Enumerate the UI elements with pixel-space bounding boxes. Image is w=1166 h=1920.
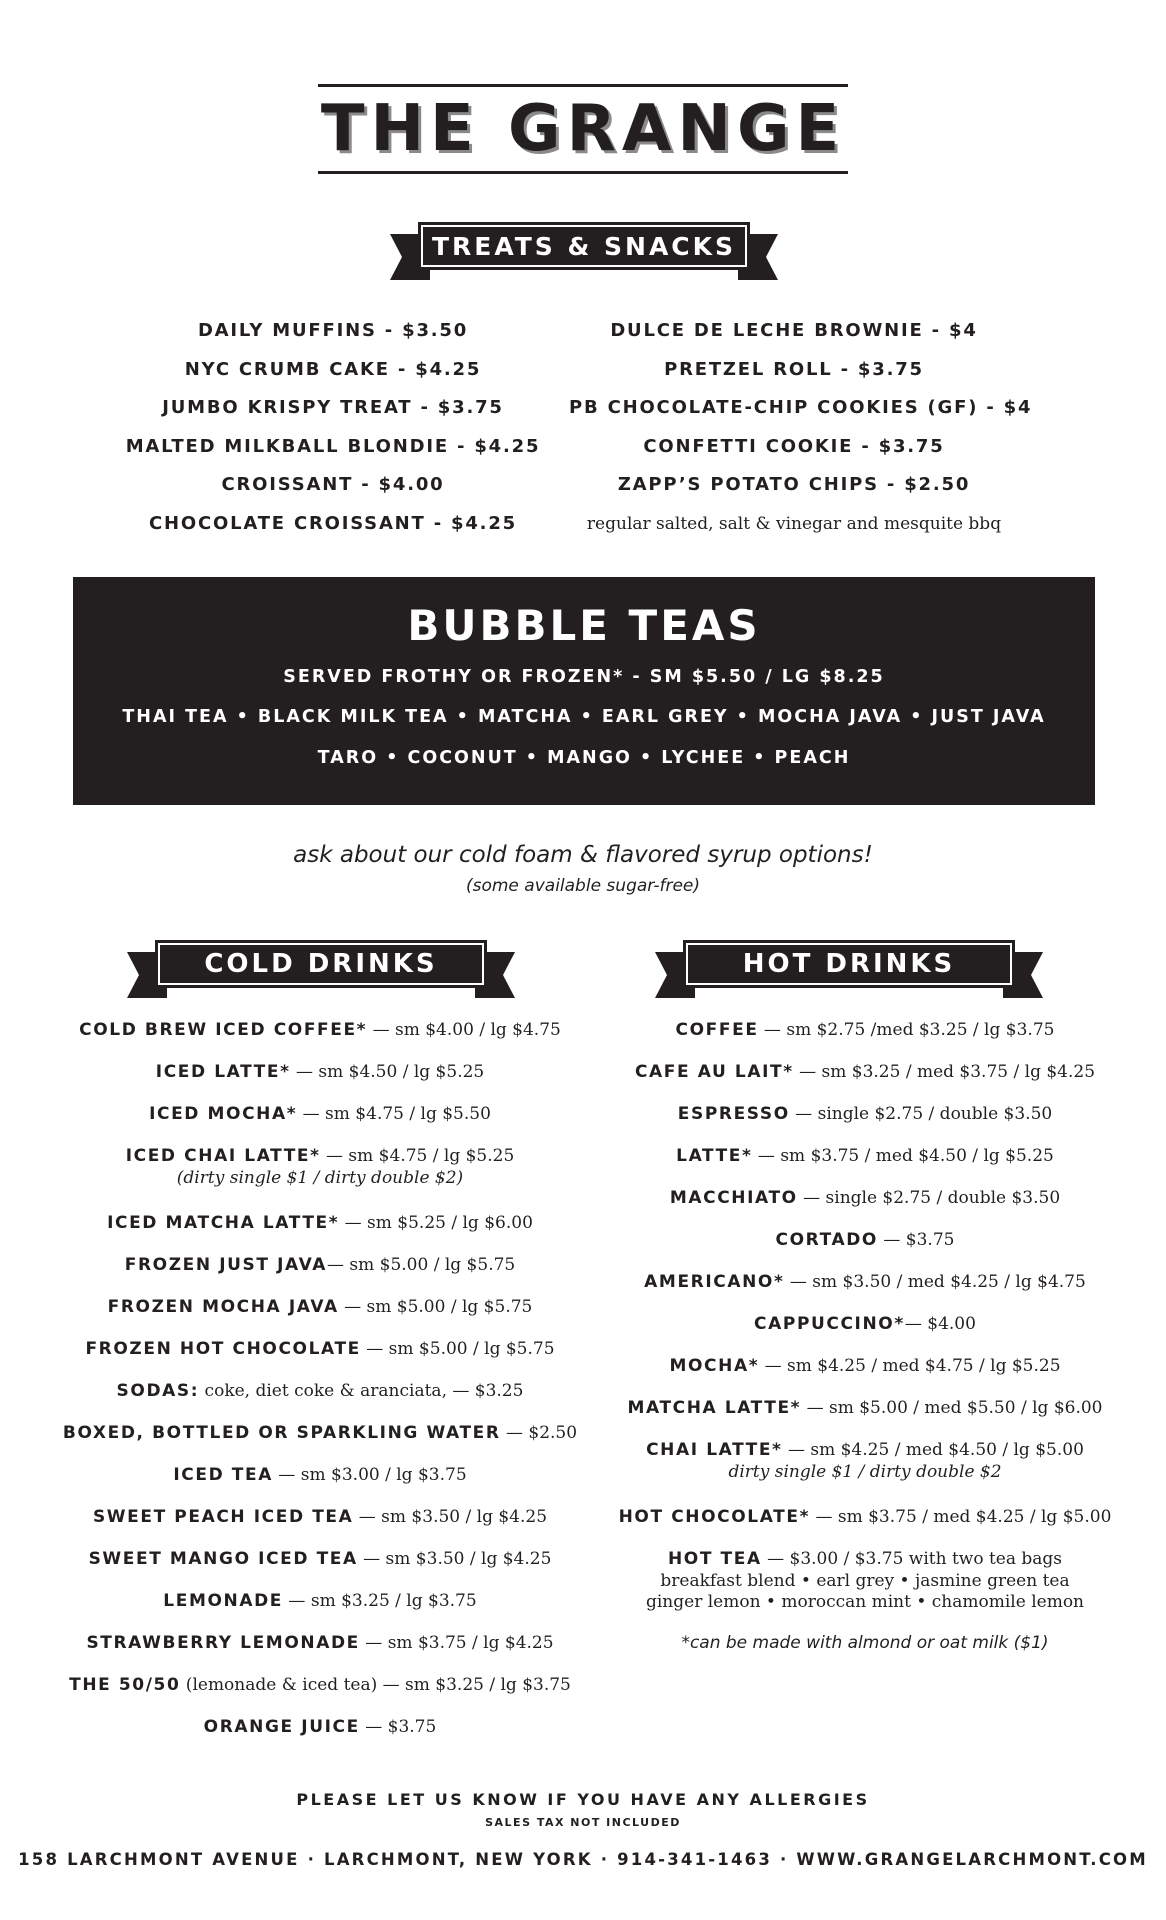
drink-price: — single $2.75 / double $3.50 bbox=[797, 1188, 1061, 1208]
drink-price: — sm $4.00 / lg $4.75 bbox=[367, 1020, 561, 1040]
drink-price: — $3.75 bbox=[877, 1230, 955, 1250]
list-item bbox=[585, 1312, 1145, 1354]
list-item bbox=[585, 1018, 1145, 1060]
drink-price: — sm $3.50 / lg $4.25 bbox=[353, 1507, 548, 1527]
drink-name: CHAI LATTE* bbox=[646, 1440, 783, 1460]
drink-name: LEMONADE bbox=[163, 1591, 284, 1611]
drink-name: CAFE AU LAIT* bbox=[634, 1062, 794, 1082]
treats-right-list bbox=[569, 312, 1033, 543]
cold-foam-note: ask about our cold foam & flavored syrup options! bbox=[293, 842, 873, 868]
drink-price: — sm $3.75 / lg $4.25 bbox=[359, 1633, 554, 1653]
list-item bbox=[585, 1102, 1145, 1144]
restaurant-title: THE GRANGE bbox=[320, 92, 846, 166]
allergies-notice: PLEASE LET US KNOW IF YOU HAVE ANY ALLERGIES bbox=[296, 1790, 870, 1809]
list-item bbox=[40, 1102, 600, 1144]
treats-banner bbox=[390, 222, 778, 280]
drink-name: STRAWBERRY LEMONADE bbox=[86, 1633, 360, 1653]
drink-name: SODAS: bbox=[116, 1381, 200, 1401]
drink-price: — single $2.75 / double $3.50 bbox=[789, 1104, 1053, 1124]
milk-alternative-note: *can be made with almond or oat milk ($1) bbox=[681, 1633, 1049, 1653]
list-item bbox=[40, 1211, 600, 1253]
list-item bbox=[40, 1505, 600, 1547]
list-item bbox=[585, 1396, 1145, 1438]
snack-item: CONFETTI COOKIE - $3.75 bbox=[643, 435, 945, 457]
drink-name: MACCHIATO bbox=[669, 1188, 798, 1208]
drink-name: FROZEN JUST JAVA bbox=[124, 1255, 327, 1275]
list-item bbox=[585, 1354, 1145, 1396]
drink-price: — sm $3.75 / med $4.50 / lg $5.25 bbox=[752, 1146, 1054, 1166]
drink-name: SWEET PEACH ICED TEA bbox=[92, 1507, 354, 1527]
drink-name: ICED MATCHA LATTE* bbox=[107, 1213, 340, 1233]
bubble-teas-flavors: TARO • COCONUT • MANGO • LYCHEE • PEACH bbox=[317, 748, 851, 768]
drink-price: (lemonade & iced tea) — sm $3.25 / lg $3.75 bbox=[180, 1675, 571, 1695]
drink-price: — sm $3.25 / med $3.75 / lg $4.25 bbox=[793, 1062, 1096, 1082]
drink-name: COFFEE bbox=[675, 1020, 759, 1040]
drink-price: — sm $4.75 / lg $5.25 bbox=[320, 1146, 515, 1166]
list-item bbox=[40, 1060, 600, 1102]
drink-name: THE 50/50 bbox=[69, 1675, 181, 1695]
sales-tax-notice: SALES TAX NOT INCLUDED bbox=[485, 1816, 681, 1829]
list-item bbox=[40, 1018, 600, 1060]
address-contact-line: 158 LARCHMONT AVENUE · LARCHMONT, NEW YORK · 914-341-1463 · WWW.GRANGELARCHMONT.COM bbox=[18, 1850, 1148, 1869]
drink-price: — sm $2.75 /med $3.25 / lg $3.75 bbox=[758, 1020, 1055, 1040]
drink-price: — sm $4.75 / lg $5.50 bbox=[297, 1104, 491, 1124]
treats-left-list bbox=[113, 312, 553, 543]
drink-price: — sm $5.00 / lg $5.75 bbox=[360, 1339, 555, 1359]
drink-name: ICED CHAI LATTE* bbox=[125, 1146, 321, 1166]
drink-name: SWEET MANGO ICED TEA bbox=[88, 1549, 358, 1569]
drink-price: — sm $5.00 / lg $5.75 bbox=[338, 1297, 533, 1317]
drink-price: — sm $4.50 / lg $5.25 bbox=[290, 1062, 485, 1082]
snack-item: CROISSANT - $4.00 bbox=[221, 474, 445, 495]
snack-item: MALTED MILKBALL BLONDIE - $4.25 bbox=[125, 435, 541, 457]
drink-subnote: (dirty single $1 / dirty double $2) bbox=[176, 1168, 464, 1188]
drink-name: AMERICANO* bbox=[644, 1272, 785, 1292]
snack-item: ZAPP’S POTATO CHIPS - $2.50 bbox=[617, 474, 971, 495]
drink-price: — sm $3.75 / med $4.25 / lg $5.00 bbox=[810, 1507, 1112, 1527]
drink-price: — sm $5.00 / lg $5.75 bbox=[326, 1255, 516, 1275]
list-item bbox=[585, 1505, 1145, 1547]
drink-name: FROZEN HOT CHOCOLATE bbox=[85, 1339, 361, 1359]
chips-flavors-note: regular salted, salt & vinegar and mesquite bbq bbox=[586, 513, 1002, 534]
snack-item: CHOCOLATE CROISSANT - $4.25 bbox=[149, 512, 517, 534]
list-item bbox=[40, 1253, 600, 1295]
drink-name: ESPRESSO bbox=[677, 1104, 790, 1124]
drink-name: ICED MOCHA* bbox=[149, 1104, 298, 1124]
treats-heading: TREATS & SNACKS bbox=[418, 222, 750, 270]
drink-price: — sm $4.25 / med $4.75 / lg $5.25 bbox=[759, 1356, 1061, 1376]
list-item bbox=[40, 1421, 600, 1463]
drink-name: CAPPUCCINO* bbox=[754, 1314, 905, 1334]
hot-drinks-list bbox=[585, 1018, 1145, 1655]
sugar-free-note: (some available sugar-free) bbox=[465, 876, 700, 896]
list-item bbox=[40, 1337, 600, 1379]
cold-drinks-list bbox=[40, 1018, 600, 1757]
drink-price: — sm $4.25 / med $4.50 / lg $5.00 bbox=[782, 1440, 1084, 1460]
drink-price: — $3.75 bbox=[359, 1717, 437, 1737]
drink-price: — sm $5.00 / med $5.50 / lg $6.00 bbox=[801, 1398, 1103, 1418]
snack-item: DAILY MUFFINS - $3.50 bbox=[197, 320, 469, 341]
drink-name: MATCHA LATTE* bbox=[627, 1398, 802, 1418]
list-item bbox=[585, 1144, 1145, 1186]
drink-name: ICED LATTE* bbox=[155, 1062, 291, 1082]
list-item bbox=[40, 1379, 600, 1421]
list-item bbox=[40, 1589, 600, 1631]
drink-name: ORANGE JUICE bbox=[203, 1717, 360, 1737]
list-item bbox=[40, 1547, 600, 1589]
drink-name: HOT TEA bbox=[667, 1549, 762, 1569]
snack-item: PB CHOCOLATE-CHIP COOKIES (GF) - $4 bbox=[569, 397, 1033, 418]
drink-price: — sm $3.00 / lg $3.75 bbox=[272, 1465, 467, 1485]
drink-price: — $4.00 bbox=[904, 1314, 976, 1334]
drink-price: — $3.00 / $3.75 with two tea bags bbox=[761, 1549, 1063, 1569]
list-item bbox=[40, 1295, 600, 1337]
bubble-teas-panel bbox=[73, 577, 1095, 805]
hot-drinks-heading: HOT DRINKS bbox=[683, 940, 1015, 988]
drink-name: FROZEN MOCHA JAVA bbox=[107, 1297, 339, 1317]
tea-varieties-line: breakfast blend • earl grey • jasmine green tea bbox=[660, 1571, 1070, 1591]
list-item bbox=[585, 1228, 1145, 1270]
drink-price: coke, diet coke & aranciata, — $3.25 bbox=[199, 1381, 524, 1401]
list-item bbox=[585, 1547, 1145, 1631]
drink-name: CORTADO bbox=[775, 1230, 878, 1250]
list-item bbox=[585, 1438, 1145, 1505]
drink-name: BOXED, BOTTLED OR SPARKLING WATER bbox=[62, 1423, 501, 1443]
drink-price: — sm $3.50 / med $4.25 / lg $4.75 bbox=[784, 1272, 1086, 1292]
list-item bbox=[40, 1463, 600, 1505]
hot-drinks-banner bbox=[655, 940, 1043, 998]
drink-price: — $2.50 bbox=[500, 1423, 578, 1443]
list-item bbox=[40, 1673, 600, 1715]
drink-name: LATTE* bbox=[676, 1146, 753, 1166]
snack-item: NYC CRUMB CAKE - $4.25 bbox=[184, 358, 482, 380]
list-item bbox=[40, 1631, 600, 1673]
snack-item: JUMBO KRISPY TREAT - $3.75 bbox=[162, 397, 504, 418]
list-item bbox=[585, 1060, 1145, 1102]
drink-name: HOT CHOCOLATE* bbox=[618, 1507, 811, 1527]
bubble-teas-pricing: SERVED FROTHY OR FROZEN* - SM $5.50 / LG $8.25 bbox=[283, 667, 885, 687]
bubble-teas-flavors: THAI TEA • BLACK MILK TEA • MATCHA • EARL GREY • MOCHA JAVA • JUST JAVA bbox=[122, 707, 1046, 727]
drink-name: ICED TEA bbox=[173, 1465, 273, 1485]
snack-item: DULCE DE LECHE BROWNIE - $4 bbox=[610, 320, 978, 341]
drink-name: MOCHA* bbox=[669, 1356, 760, 1376]
tea-varieties-line: ginger lemon • moroccan mint • chamomile lemon bbox=[645, 1592, 1084, 1612]
drink-subnote: dirty single $1 / dirty double $2 bbox=[728, 1462, 1002, 1482]
cold-drinks-banner bbox=[127, 940, 515, 998]
list-item bbox=[40, 1144, 600, 1211]
list-item bbox=[585, 1186, 1145, 1228]
snack-item: PRETZEL ROLL - $3.75 bbox=[664, 358, 924, 380]
list-item bbox=[585, 1270, 1145, 1312]
title-rule-top bbox=[318, 84, 848, 87]
drink-name: COLD BREW ICED COFFEE* bbox=[79, 1020, 368, 1040]
drink-price: — sm $3.50 / lg $4.25 bbox=[357, 1549, 552, 1569]
bubble-teas-title: BUBBLE TEAS bbox=[407, 601, 761, 650]
list-item bbox=[40, 1715, 600, 1757]
title-rule-bottom bbox=[318, 171, 848, 174]
drink-price: — sm $3.25 / lg $3.75 bbox=[283, 1591, 477, 1611]
cold-drinks-heading: COLD DRINKS bbox=[155, 940, 487, 988]
drink-price: — sm $5.25 / lg $6.00 bbox=[339, 1213, 533, 1233]
